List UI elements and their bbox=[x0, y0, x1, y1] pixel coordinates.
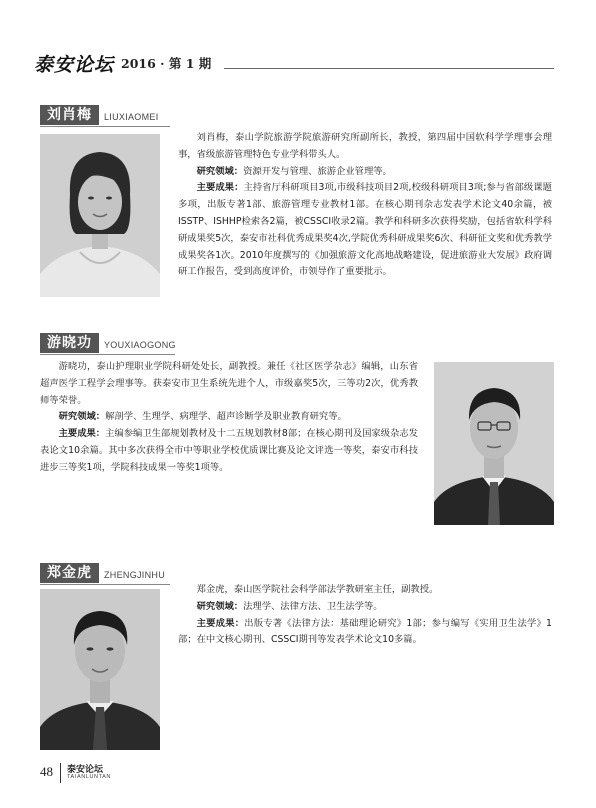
bio-text-youxiaogong bbox=[40, 359, 418, 477]
bio-intro: 游晓功，泰山护理职业学院科研处处长，副教授。兼任《社区医学杂志》编辑，山东省超声医学工程学会理事等。获泰安市卫生系统先进个人，市级嘉奖5次，三等功2次，优秀教师等荣誉。 bbox=[40, 361, 418, 406]
bio-text-zhengjinhu bbox=[178, 582, 552, 649]
name-pinyin: ZHENGJINHU bbox=[104, 569, 165, 580]
portrait-photo bbox=[40, 134, 160, 297]
portrait-photo bbox=[40, 589, 160, 750]
name-underline bbox=[40, 126, 170, 127]
name-pinyin: LIUXIAOMEI bbox=[104, 111, 159, 122]
footer-divider bbox=[60, 763, 61, 783]
bio-field: 研究领域：资源开发与管理、旅游企业管理等。 bbox=[196, 165, 392, 177]
bio-intro: 郑金虎，泰山医学院社会科学部法学教研室主任，副教授。 bbox=[196, 584, 439, 595]
name-underline bbox=[40, 354, 175, 355]
portrait-man-icon bbox=[434, 362, 554, 525]
bio-achievements: 主要成果：出版专著《法律方法：基础理论研究》1部；参与编写《实用卫生法学》1部；在中文核心期刊、CSSCI期刊等发表学术论文10多篇。 bbox=[178, 617, 552, 646]
portrait-woman-icon bbox=[40, 134, 160, 297]
bio-field: 研究领域：法理学、法律方法、卫生法学等。 bbox=[196, 600, 383, 612]
name-tag-youxiaogong bbox=[40, 333, 176, 353]
name-pinyin: YOUXIAOGONG bbox=[104, 339, 176, 350]
bio-intro: 刘肖梅，泰山学院旅游学院旅游研究所副所长，教授，第四届中国软科学学理事会理事，省级旅游管理特色专业学科带头人。 bbox=[178, 132, 552, 160]
footer-logo-pinyin: TAIANLUNTAN bbox=[67, 774, 111, 780]
bio-achievements: 主要成果：主编参编卫生部规划教材及十二五规划教材8部；在核心期刊及国家级杂志发表论文10余篇。其中多次获得全市中等职业学校优质课比赛及论文评选一等奖，泰安市科技进步三等奖1项，学院科技成果一等奖1项等。 bbox=[40, 428, 418, 473]
bio-field: 研究领域：解剖学、生理学、病理学、超声诊断学及职业教育研究等。 bbox=[58, 411, 347, 423]
name-tag-zhengjinhu bbox=[40, 563, 165, 583]
bio-text-liuxiaomei bbox=[178, 130, 552, 281]
name-underline bbox=[40, 584, 170, 585]
bio-achievements: 主要成果：主持省厅科研项目3项,市级科技项目2项,校级科研项目3项;参与省部级课题多项，出版专著1部、旅游管理专业教材1部。在核心期刊杂志发表学术论文40余篇，被ISSTP、ISHHP检索各2篇，被CSSCI收录2篇。教学和科研多次获得奖励，包括省软科学科研成果奖5次，泰安市社科优秀成果奖4次,学院优秀科研成果奖6次、科研征文奖和优秀教学成果奖各1次。2010年度撰写的《加强旅游文化高地战略建设，促进旅游业大发展》政府调研工作报告，受到高度评价，市领导作了重要批示。 bbox=[178, 182, 552, 278]
journal-logo: 泰安论坛 bbox=[34, 54, 115, 76]
issue-label: 2016 · 第 1 期 bbox=[121, 56, 212, 71]
header-rule bbox=[224, 68, 554, 69]
portrait-man-icon bbox=[40, 589, 160, 750]
page-header bbox=[34, 50, 554, 76]
name-cn: 游晓功 bbox=[40, 333, 99, 353]
footer-logo: 泰安论坛 bbox=[67, 765, 104, 775]
name-tag-liuxiaomei bbox=[40, 105, 159, 125]
name-cn: 刘肖梅 bbox=[40, 105, 99, 125]
portrait-photo bbox=[434, 362, 554, 525]
name-cn: 郑金虎 bbox=[40, 563, 99, 583]
page-number: 48 bbox=[40, 764, 53, 779]
